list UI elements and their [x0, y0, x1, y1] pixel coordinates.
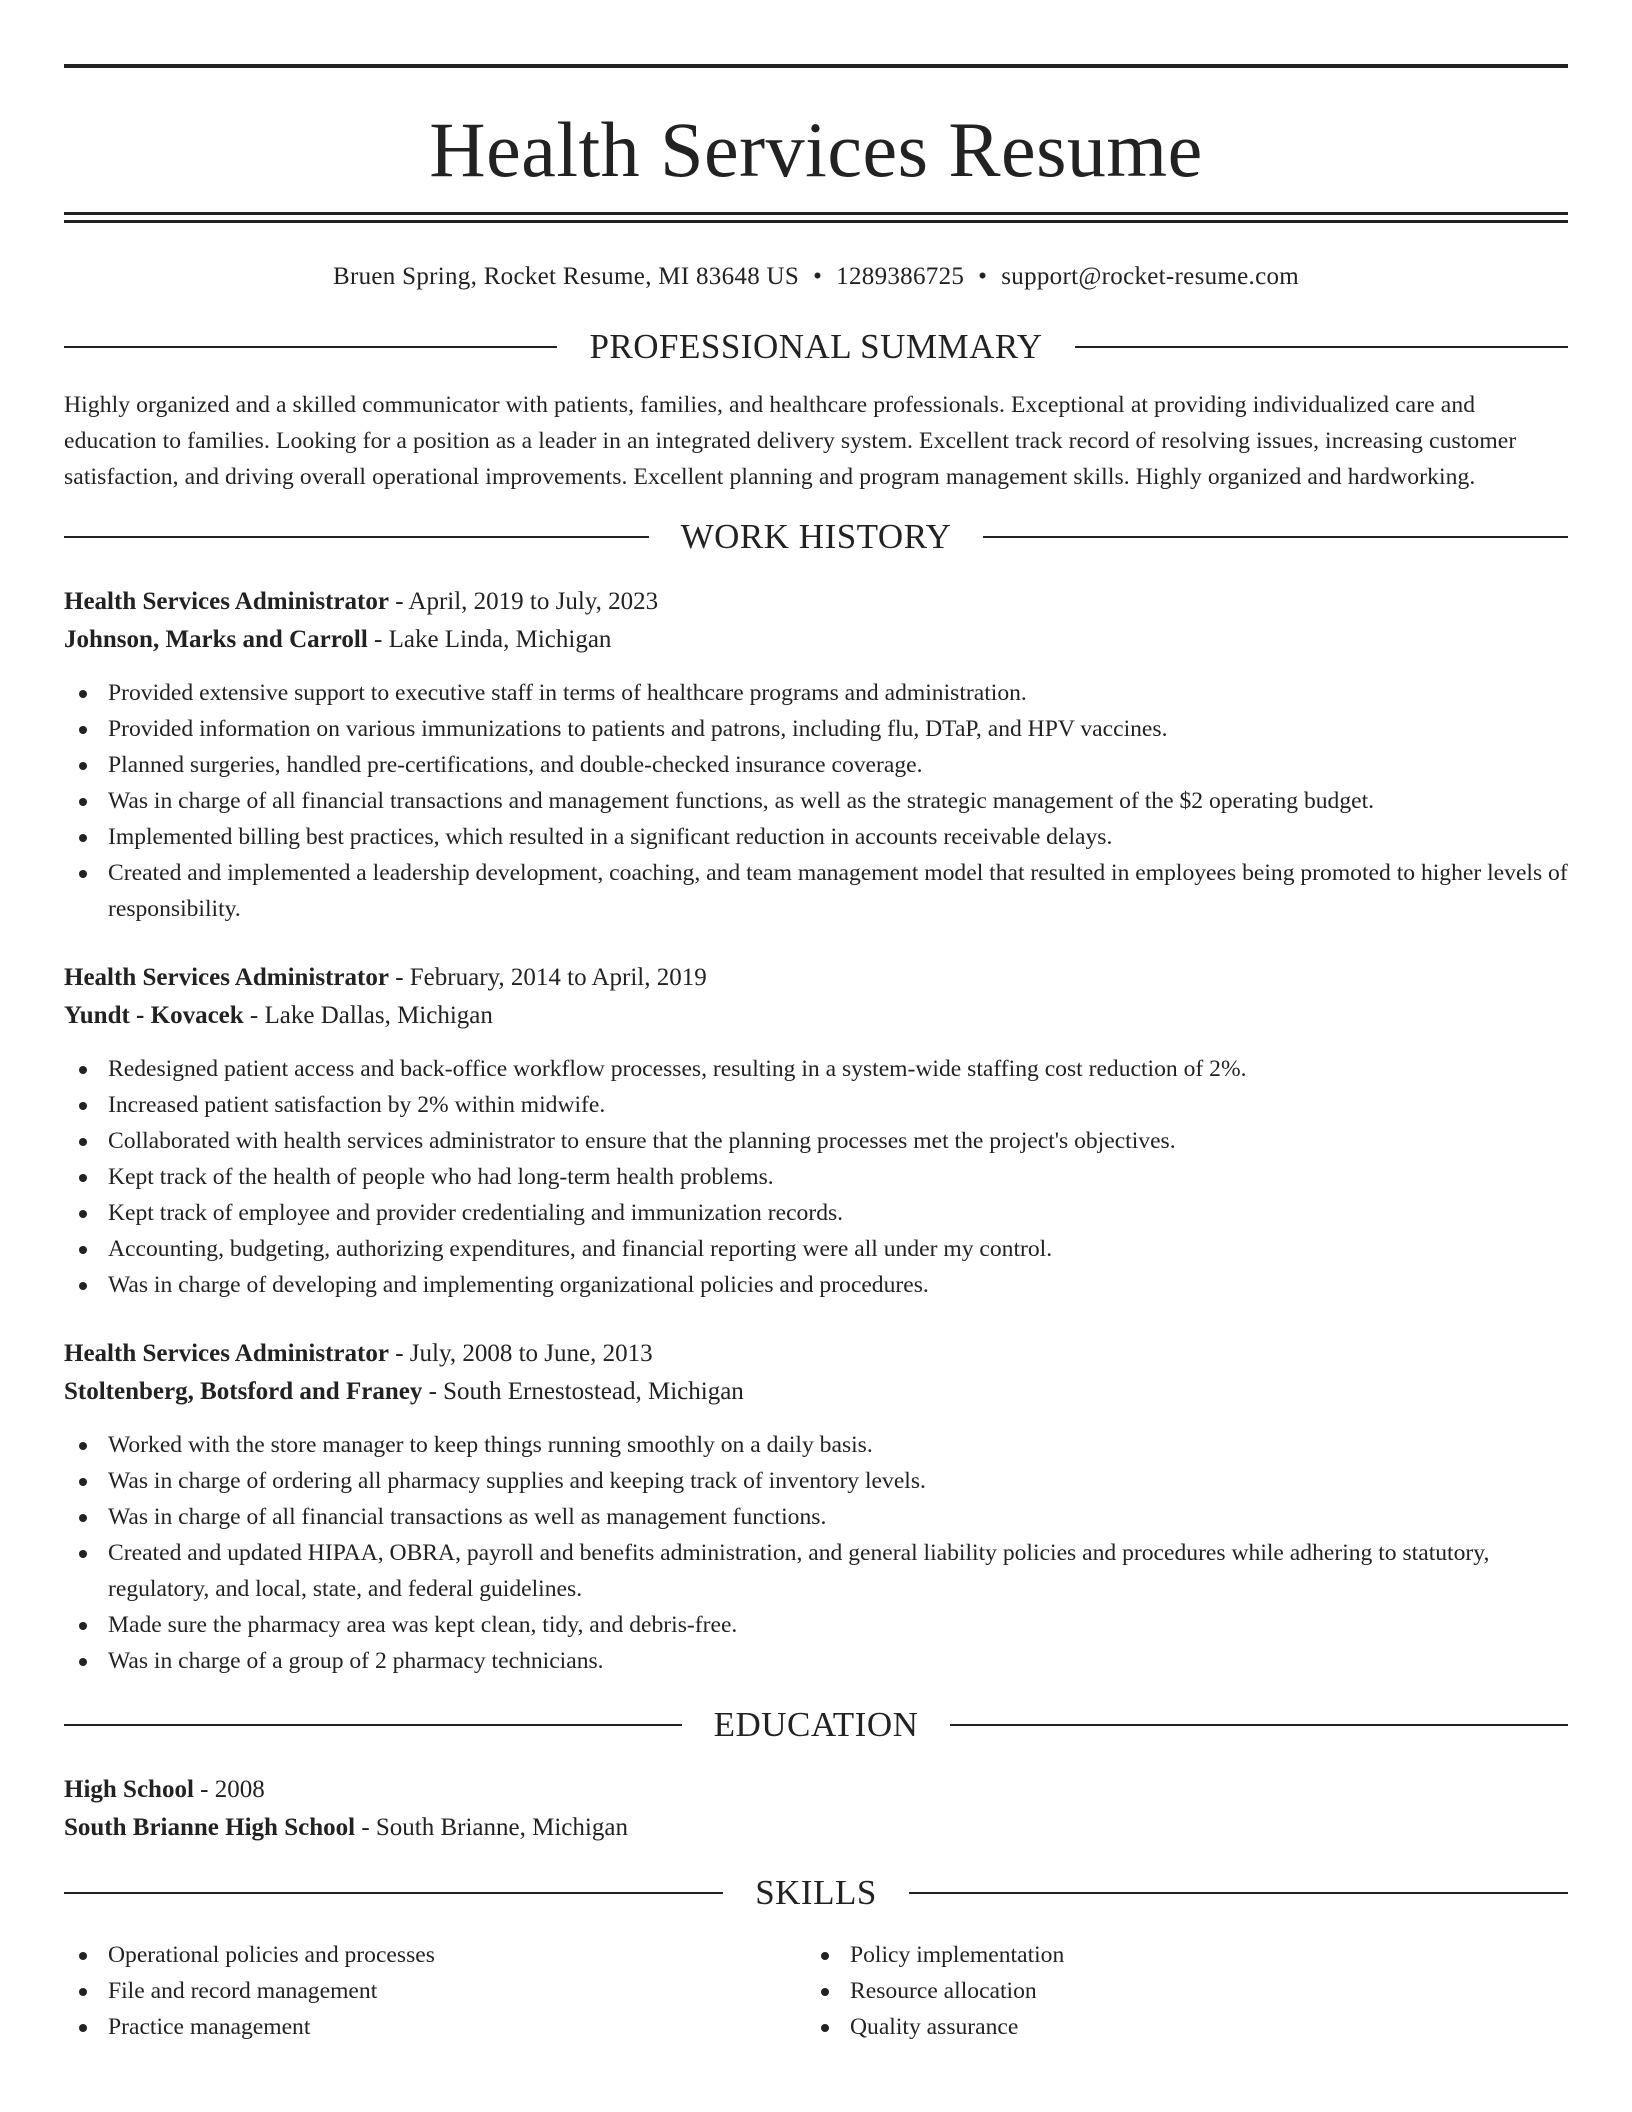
job-location: - Lake Linda, Michigan [367, 626, 612, 653]
job-title: Health Services Administrator [64, 964, 389, 991]
job-entry [64, 583, 1568, 927]
contact-email: support@rocket-resume.com [1001, 263, 1300, 290]
heading-rule [64, 346, 557, 348]
list-item: Collaborated with health services administrator to ensure that the planning processes met the project's objectives. [64, 1123, 1568, 1159]
job-company: Stoltenberg, Botsford and Franey [64, 1378, 423, 1405]
heading-rule [64, 1724, 682, 1726]
skills-columns [64, 1937, 1568, 2045]
title-double-rule [64, 212, 1568, 223]
job-bullets [64, 1427, 1568, 1679]
section-title: SKILLS [755, 1873, 877, 1912]
education-degree: High School [64, 1776, 194, 1803]
job-company: Yundt - Kovacek [64, 1002, 244, 1029]
education-entry [64, 1771, 1568, 1847]
skill-item: Operational policies and processes [64, 1937, 806, 1973]
list-item: Redesigned patient access and back-office workflow processes, resulting in a system-wide staffing cost reduction of 2%. [64, 1051, 1568, 1087]
section-title: EDUCATION [713, 1705, 919, 1744]
list-item: Created and updated HIPAA, OBRA, payroll and benefits administration, and general liability policies and procedures while adhering to statutory, regulatory, and local, state, and federal guidelines. [64, 1535, 1568, 1607]
contact-separator: • [978, 263, 988, 290]
skill-item: File and record management [64, 1973, 806, 2009]
section-title: WORK HISTORY [680, 517, 952, 556]
summary-text: Highly organized and a skilled communicator with patients, families, and healthcare professionals. Exceptional at providing individualized care and education to families. Looking for a position as a leader in an integrated delivery system. Excellent track record of resolving issues, increasing customer satisfaction, and driving overall operational improvements. Excellent planning and program management skills. Highly organized and hardworking. [64, 392, 1517, 490]
list-item: Was in charge of a group of 2 pharmacy technicians. [64, 1643, 1568, 1679]
list-item: Implemented billing best practices, which resulted in a significant reduction in accounts receivable delays. [64, 819, 1568, 855]
job-dates: - July, 2008 to June, 2013 [388, 1340, 653, 1367]
skill-item: Policy implementation [806, 1937, 1568, 1973]
job-title-line [64, 583, 1568, 621]
heading-rule [64, 536, 649, 538]
job-title-line [64, 959, 1568, 997]
list-item: Provided information on various immunizations to patients and patrons, including flu, DTaP, and HPV vaccines. [64, 711, 1568, 747]
heading-rule [909, 1892, 1568, 1894]
job-company-line [64, 1373, 1568, 1411]
job-title: Health Services Administrator [64, 588, 389, 615]
contact-line [64, 261, 1568, 293]
contact-address: Bruen Spring, Rocket Resume, MI 83648 US [332, 263, 800, 290]
heading-rule [64, 1892, 723, 1894]
list-item: Kept track of the health of people who had long-term health problems. [64, 1159, 1568, 1195]
job-entry [64, 959, 1568, 1303]
education-school-line [64, 1809, 1568, 1847]
section-heading-summary [64, 323, 1568, 371]
list-item: Made sure the pharmacy area was kept clean, tidy, and debris-free. [64, 1607, 1568, 1643]
skill-item: Resource allocation [806, 1973, 1568, 2009]
job-location: - Lake Dallas, Michigan [243, 1002, 493, 1029]
job-bullets [64, 1051, 1568, 1303]
education-year: - 2008 [193, 1776, 265, 1803]
resume-title: Health Services Resume [429, 106, 1203, 193]
section-title: PROFESSIONAL SUMMARY [589, 327, 1043, 366]
education-location: - South Brianne, Michigan [355, 1814, 628, 1841]
job-company-line [64, 621, 1568, 659]
list-item: Was in charge of ordering all pharmacy supplies and keeping track of inventory levels. [64, 1463, 1568, 1499]
contact-separator: • [813, 263, 823, 290]
list-item: Was in charge of all financial transactions and management functions, as well as the strategic management of the $2 operating budget. [64, 783, 1568, 819]
list-item: Worked with the store manager to keep things running smoothly on a daily basis. [64, 1427, 1568, 1463]
skill-item: Quality assurance [806, 2009, 1568, 2045]
list-item: Kept track of employee and provider credentialing and immunization records. [64, 1195, 1568, 1231]
job-entry [64, 1335, 1568, 1679]
contact-phone: 1289386725 [836, 263, 965, 290]
heading-rule [1075, 346, 1568, 348]
job-dates: - April, 2019 to July, 2023 [388, 588, 659, 615]
list-item: Created and implemented a leadership development, coaching, and team management model that resulted in employees being promoted to higher levels of responsibility. [64, 855, 1568, 927]
list-item: Accounting, budgeting, authorizing expenditures, and financial reporting were all under my control. [64, 1231, 1568, 1267]
job-company-line [64, 997, 1568, 1035]
section-heading-work [64, 513, 1568, 561]
list-item: Planned surgeries, handled pre-certifications, and double-checked insurance coverage. [64, 747, 1568, 783]
education-degree-line [64, 1771, 1568, 1809]
job-title: Health Services Administrator [64, 1340, 389, 1367]
list-item: Was in charge of developing and implementing organizational policies and procedures. [64, 1267, 1568, 1303]
heading-rule [983, 536, 1568, 538]
list-item: Was in charge of all financial transactions as well as management functions. [64, 1499, 1568, 1535]
list-item: Increased patient satisfaction by 2% within midwife. [64, 1087, 1568, 1123]
heading-rule [950, 1724, 1568, 1726]
education-school: South Brianne High School [64, 1814, 356, 1841]
section-heading-education [64, 1701, 1568, 1749]
skills-right-list [806, 1937, 1568, 2045]
job-company: Johnson, Marks and Carroll [64, 626, 368, 653]
skills-left-list [64, 1937, 806, 2045]
list-item: Provided extensive support to executive staff in terms of healthcare programs and administration. [64, 675, 1568, 711]
job-location: - South Ernestostead, Michigan [422, 1378, 744, 1405]
section-heading-skills [64, 1869, 1568, 1917]
skill-item: Practice management [64, 2009, 806, 2045]
job-bullets [64, 675, 1568, 927]
job-title-line [64, 1335, 1568, 1373]
job-dates: - February, 2014 to April, 2019 [388, 964, 707, 991]
